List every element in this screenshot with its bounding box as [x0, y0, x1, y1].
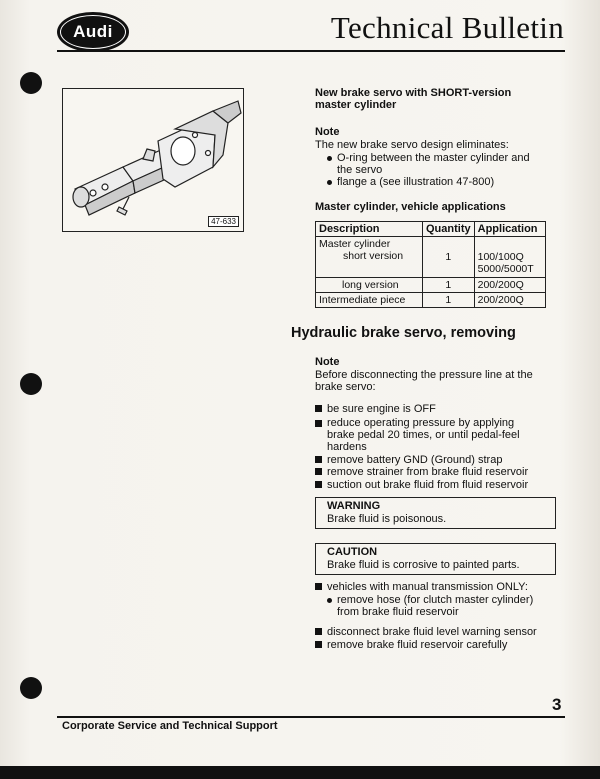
table-cell: long version [316, 278, 423, 293]
caution-title: CAUTION [327, 546, 378, 558]
heading-line: master cylinder [315, 99, 397, 111]
note-text: Before disconnecting the pressure line at the brake servo: [315, 369, 533, 393]
table-cell: Master cylinder short version [316, 237, 423, 278]
footer-text: Corporate Service and Technical Support [62, 720, 278, 732]
step-item: remove strainer from brake fluid reservoir [315, 466, 565, 478]
note-label: Note [315, 356, 340, 368]
page-number: 3 [552, 695, 562, 714]
binder-hole [20, 72, 42, 94]
table-cell: 1 [423, 237, 475, 278]
header-rule [57, 50, 565, 52]
caution-box [315, 543, 556, 575]
table-row [316, 293, 546, 308]
bullet-square-icon [315, 456, 322, 463]
note-bullet: O-ring between the master cylinder and the servo [327, 152, 557, 176]
table-cell: 200/200Q [474, 293, 545, 308]
step-item: vehicles with manual transmission ONLY: [315, 581, 565, 593]
heading-line: New brake servo with SHORT-version [315, 87, 512, 99]
step-item: be sure engine is OFF [315, 403, 565, 415]
bullet-square-icon [315, 468, 322, 475]
bullet-dot-icon [327, 598, 332, 603]
bullet-square-icon [315, 405, 322, 412]
master-cylinder-illustration [62, 88, 244, 232]
page-title: Technical Bulletin [330, 10, 564, 45]
step-item: disconnect brake fluid level warning sensor [315, 626, 565, 638]
step-item: reduce operating pressure by applying brake pedal 20 times, or until pedal-feel hardens [315, 417, 565, 453]
column-header: Quantity [423, 222, 475, 237]
section2-heading: Hydraulic brake servo, removing [291, 325, 516, 341]
table-row [316, 278, 546, 293]
table-cell: 1 [423, 293, 475, 308]
step-item: suction out brake fluid from fluid reservoir [315, 479, 565, 491]
warning-title: WARNING [327, 500, 381, 512]
bullet-dot-icon [327, 180, 332, 185]
logo-text: Audi [73, 22, 113, 41]
note-bullet: flange a (see illustration 47-800) [327, 176, 577, 188]
table-caption: Master cylinder, vehicle applications [315, 201, 506, 213]
section1-heading [315, 87, 565, 111]
binder-hole [20, 373, 42, 395]
bullet-square-icon [315, 583, 322, 590]
applications-table [315, 221, 546, 308]
audi-logo [57, 12, 129, 52]
bullet-square-icon [315, 641, 322, 648]
table-cell: 100/100Q 5000/5000T [474, 237, 545, 278]
scan-edge [0, 766, 600, 779]
note-label: Note [315, 126, 340, 138]
column-header: Description [316, 222, 423, 237]
footer-rule [57, 716, 565, 718]
caution-text: Brake fluid is corrosive to painted parts. [327, 559, 520, 571]
warning-box [315, 497, 556, 529]
master-cylinder-drawing [63, 89, 243, 231]
step-item: remove brake fluid reservoir carefully [315, 639, 565, 651]
table-row [316, 237, 546, 278]
note-text: The new brake servo design eliminates: [315, 139, 509, 151]
step-item: remove battery GND (Ground) strap [315, 454, 565, 466]
table-cell: Intermediate piece [316, 293, 423, 308]
table-cell: 1 [423, 278, 475, 293]
column-header: Application [474, 222, 545, 237]
bullet-square-icon [315, 628, 322, 635]
table-header-row [316, 222, 546, 237]
bullet-square-icon [315, 420, 322, 427]
table-cell: 200/200Q [474, 278, 545, 293]
binder-hole [20, 677, 42, 699]
sub-step: remove hose (for clutch master cylinder) from brake fluid reservoir [327, 594, 577, 618]
figure-label: 47-633 [208, 216, 239, 227]
warning-text: Brake fluid is poisonous. [327, 513, 447, 525]
bullet-dot-icon [327, 156, 332, 161]
bullet-square-icon [315, 481, 322, 488]
